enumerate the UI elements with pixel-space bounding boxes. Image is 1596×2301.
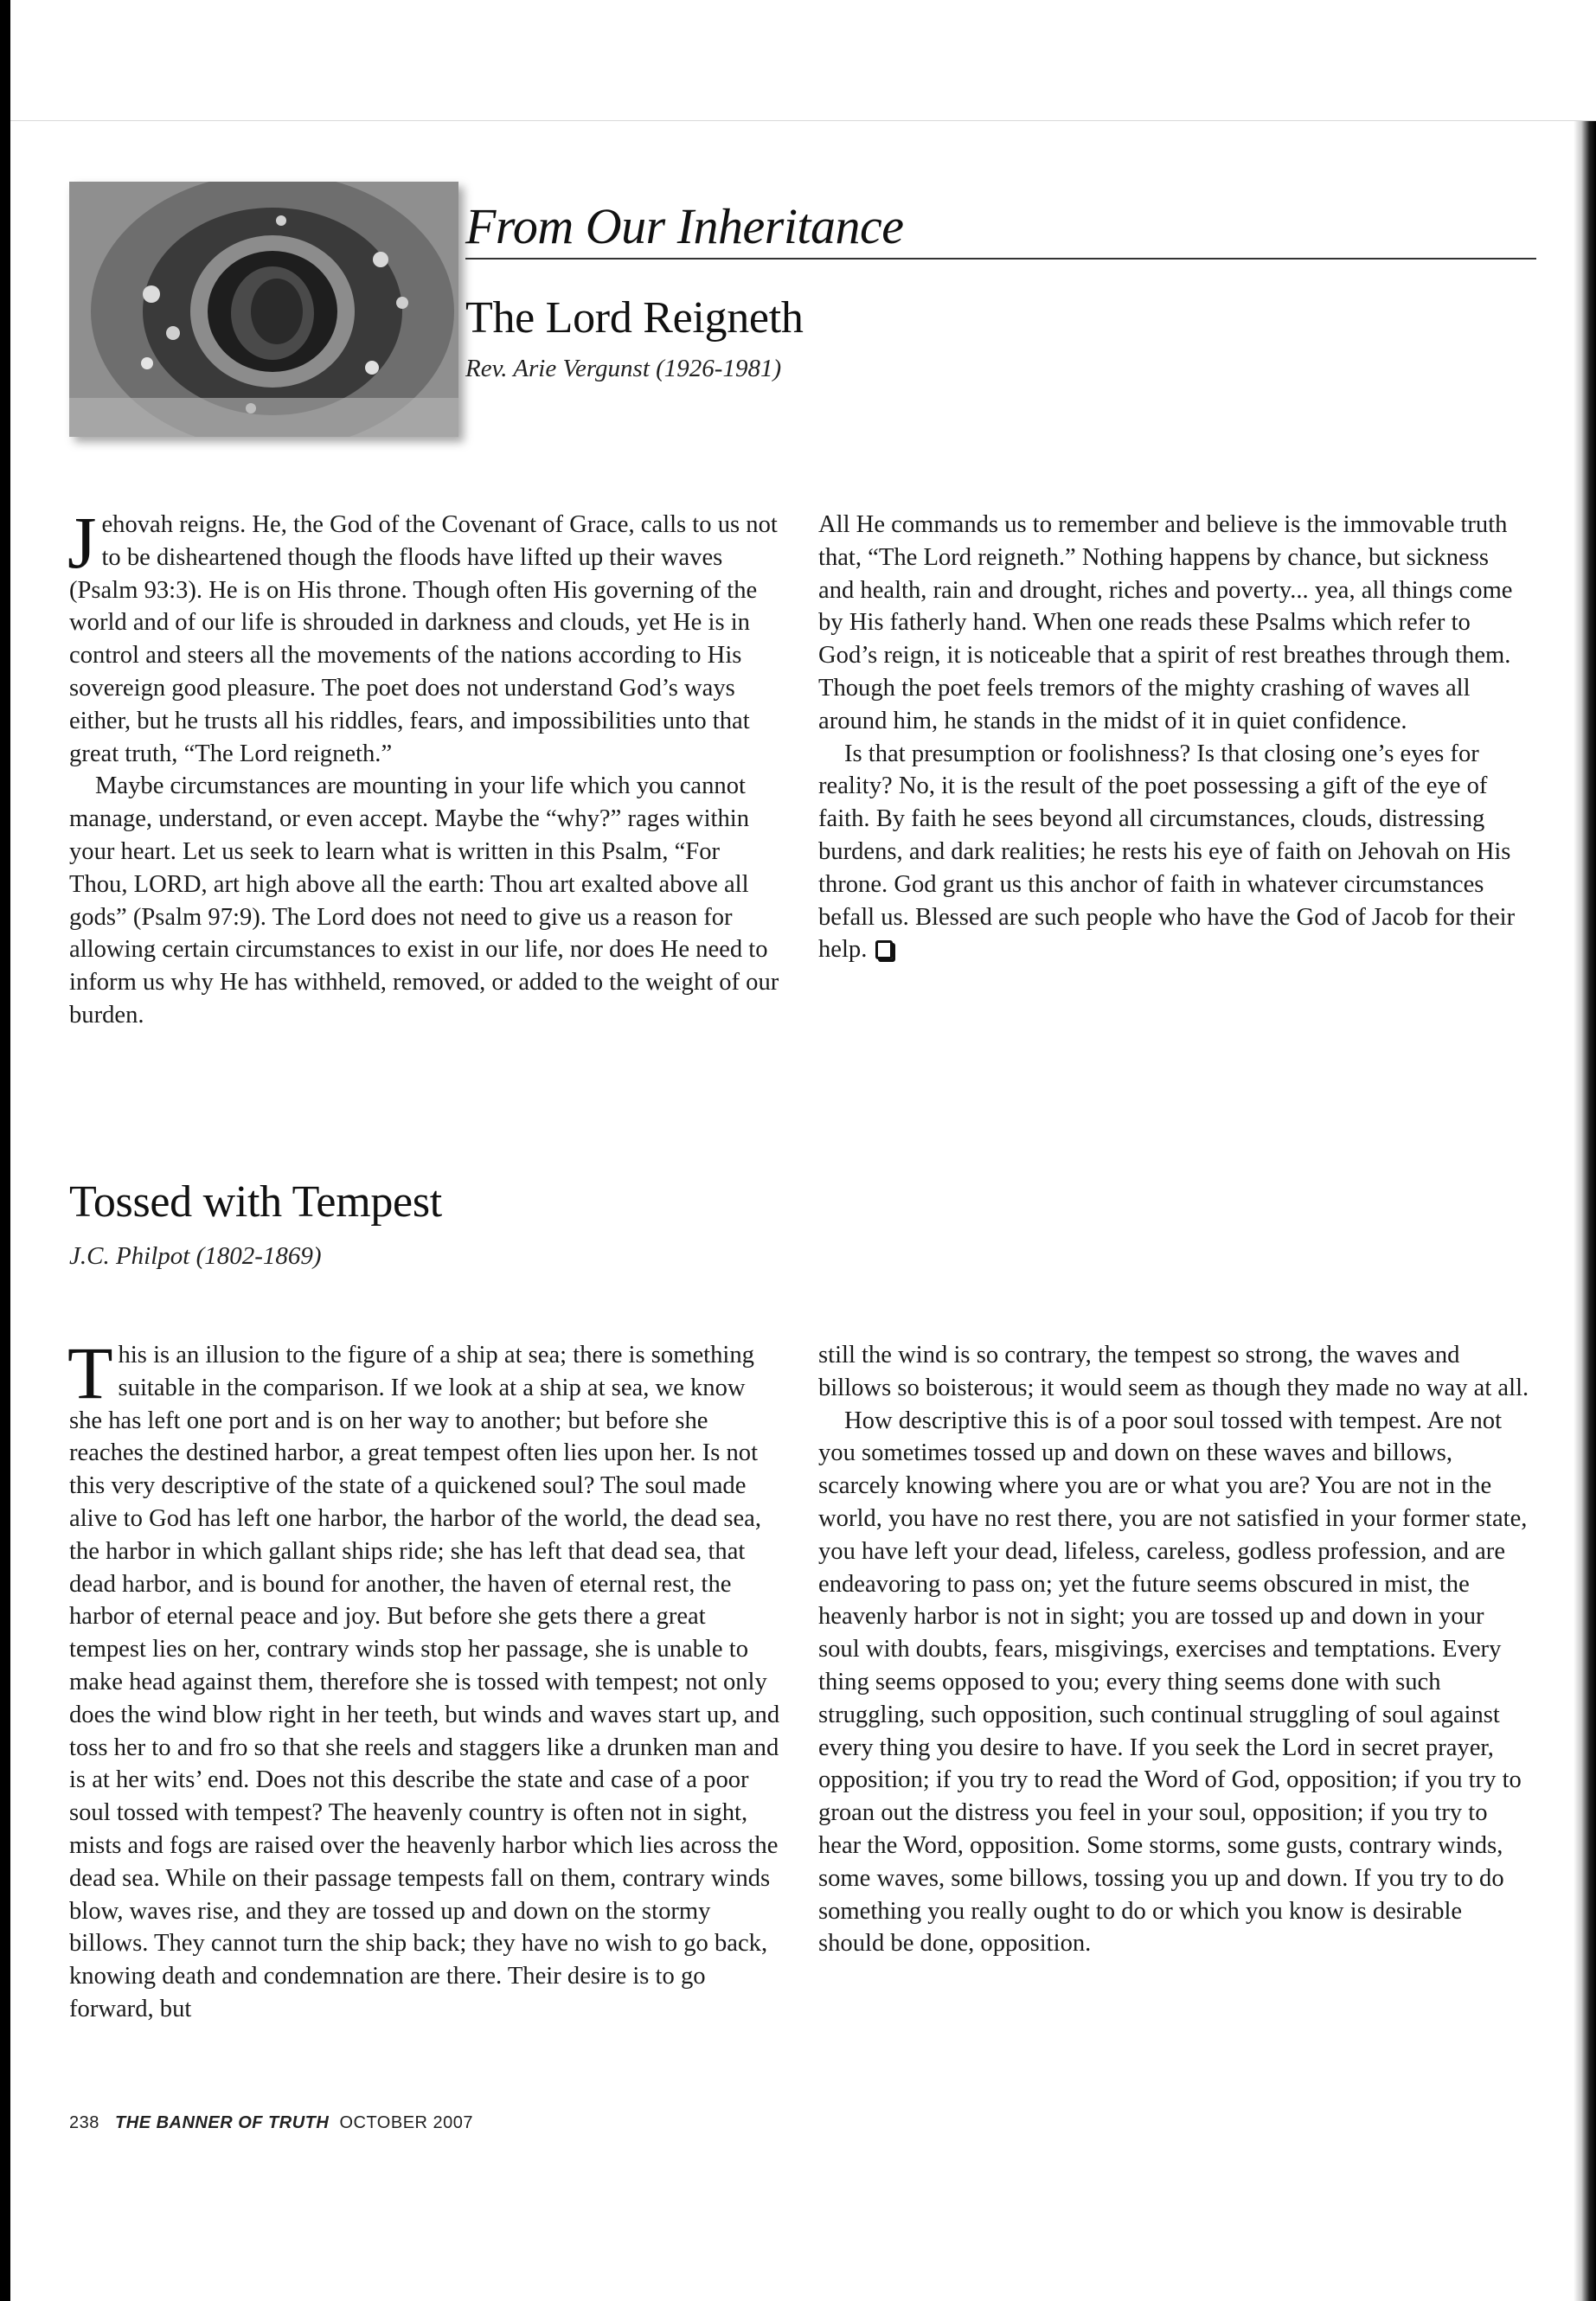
article1-paragraph: Maybe circumstances are mounting in your life which you cannot manage, understand, or even accept. Maybe the “why?” rages within your heart. Let us seek to learn what is written in this Psalm, “For Thou, LORD, art high above all the earth: Thou art exalted above all gods” (Psalm 97:9). The Lord does not need to give us a reason for allowing certain circumstances to exist in our life, nor does He need to inform us why He has withheld, removed, or added to the weight of our burden.	[69, 772, 779, 1029]
paragraph-text: ehovah reigns. He, the God of the Covenant of Grace, calls to us not to be disheartened though the floods have lifted up their waves (Psalm 93:3). He is on His throne. Though often His governing of the world and of our life is shrouded in darkness and clouds, yet He is in control and steers all the movements of the nations according to His sovereign good pleasure. The poet does not understand God’s ways either, but he trusts all his riddles, fears, and impossibilities unto that great truth, “The Lord reigneth.”	[69, 511, 778, 767]
brooch-image	[69, 182, 458, 437]
article1-paragraph	[818, 738, 1529, 967]
article2-paragraph: still the wind is so contrary, the tempest so strong, the waves and billows so boisterous; it would seem as though they made no way at all.	[818, 1342, 1529, 1401]
paragraph-text: Is that presumption or foolishness? Is that closing one’s eyes for reality? No, it is the result of the poet possessing a gift of the eye of faith. By faith he sees beyond all circumstances, clouds, distressing burdens, and dark realities; he rests his eye of faith on Jehovah on His throne. God grant us this anchor of faith in whatever circumstances befall us. Blessed are such people who have the God of Jacob for their help.	[818, 740, 1516, 964]
issue-date: OCTOBER 2007	[339, 2113, 474, 2132]
article2-column-right	[818, 1339, 1529, 1960]
article2-paragraph	[67, 1331, 780, 2026]
paragraph-text: his is an illusion to the figure of a ship at sea; there is something suitable in the comparison. If we look at a ship at sea, we know she has left one port and is on her way to another; but before she reaches the destined harbor, a great tempest often lies upon her. Is not this very descriptive of the state of a quickened soul? The soul made alive to God has left one harbor, the harbor of the world, the dead sea, the harbor in which gallant ships ride; she has left that dead sea, that dead harbor, and is bound for another, the haven of eternal rest, the harbor of eternal peace and joy. But before she gets there a great tempest lies on her, contrary winds stop her passage, she is unable to make head against them, therefore she is tossed with tempest; not only does the wind blow right in her teeth, but winds and waves start up, and toss her to and fro so that she reels and staggers like a drunken man and is at her wits’ end. Does not this describe the state and case of a poor soul tossed with tempest? The heavenly country is often not in sight, mists and fogs are raised over the heavenly harbor which lies across the dead sea. While on their passage tempests fall on them, contrary winds blow, waves rise, and they are tossed up and down on the stormy billows. They cannot turn the ship back; they have no wish to go back, knowing death and condemnation are there. Their desire is to go forward, but	[69, 1342, 780, 2022]
scan-right-edge	[1574, 121, 1596, 2301]
scan-left-edge	[0, 0, 10, 2301]
article-title-tossed-with-tempest: Tossed with Tempest	[69, 1177, 442, 1227]
header-photo-brooch	[69, 182, 458, 437]
article2-paragraph: How descriptive this is of a poor soul tossed with tempest. Are not you sometimes tossed up and down on these waves and billows, scarcely knowing where you are or what you are? You are not in the world, you have no rest there, you are not satisfied in your former state, you have left your dead, lifeless, careless, godless profession, and are endeavoring to pass on; yet the future seems obscured in mist, the heavenly harbor is not in sight; you are tossed up and down in your soul with doubts, fears, misgivings, exercises and temptations. Every thing seems opposed to you; every thing seems done with such struggling, such opposition, such continual struggling of soul against every thing you desire to have. If you seek the Lord in secret prayer, opposition; if you try to read the Word of God, opposition; if you try to groan out the distress you feel in your soul, opposition; if you try to hear the Word, opposition. Some storms, some gusts, contrary winds, some waves, some billows, tossing you up and down. If you try to do something you really ought to do or which you know is desirable should be done, opposition.	[818, 1407, 1528, 1958]
article1-paragraph: All He commands us to remember and believe is the immovable truth that, “The Lord reigneth.” Nothing happens by chance, but sickness and health, rain and drought, riches and poverty... yea, all things come by His fatherly hand. When one reads these Psalms which refer to God’s reign, it is noticeable that a spirit of rest breathes through them. Though the poet feels tremors of the mighty crashing of waves all around him, he stands in the midst of it in quiet confidence.	[818, 511, 1513, 734]
series-title: From Our Inheritance	[465, 198, 904, 254]
article1-column-right	[818, 509, 1529, 966]
scan-top-margin	[0, 0, 1596, 121]
drop-cap: T	[67, 1331, 113, 1414]
article1-paragraph	[67, 501, 780, 770]
end-of-article-mark	[875, 940, 893, 959]
article2-column-left	[67, 1331, 780, 2026]
page-footer	[69, 2113, 473, 2133]
page-number: 238	[69, 2113, 99, 2132]
article-title-lord-reigneth: The Lord Reigneth	[465, 293, 804, 343]
publication-name: THE BANNER OF TRUTH	[115, 2113, 330, 2132]
series-title-rule	[465, 258, 1536, 260]
article-byline-philpot: J.C. Philpot (1802-1869)	[69, 1242, 322, 1270]
article-byline-vergunst: Rev. Arie Vergunst (1926-1981)	[465, 355, 782, 382]
article1-column-left	[67, 501, 780, 1032]
drop-cap: J	[67, 501, 97, 584]
